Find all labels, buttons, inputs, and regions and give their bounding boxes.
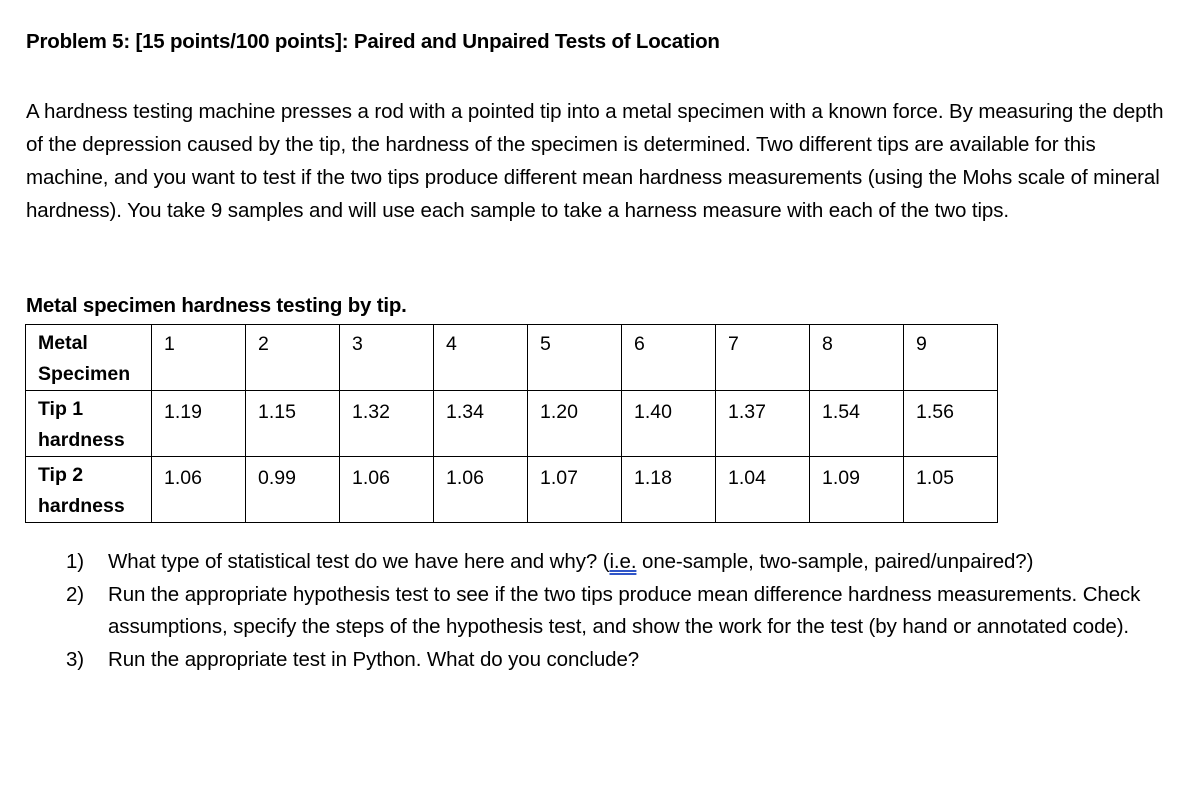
table-row-tip2 — [26, 457, 998, 523]
question-item — [66, 579, 1176, 644]
specimen-number-cell: 3 — [340, 325, 434, 391]
header-label-cell: Metal Specimen — [26, 325, 152, 391]
hardness-table — [25, 324, 998, 523]
specimen-number-cell: 8 — [810, 325, 904, 391]
tip2-value-cell: 1.07 — [528, 457, 622, 523]
question-number: 2) — [66, 582, 85, 606]
table-header-row — [26, 325, 998, 391]
question-text: What type of statistical test do we have here and why? ( — [108, 550, 610, 573]
tip2-value-cell: 1.04 — [716, 457, 810, 523]
tip1-value-cell: 1.15 — [246, 391, 340, 457]
table-caption: Metal specimen hardness testing by tip. — [26, 294, 407, 317]
question-text: Run the appropriate hypothesis test to see if the two tips produce mean difference hardness measurements. Check assumptions, specify the steps of the hypothesis test, and show the work for the test (by hand or annotated code). — [108, 582, 1141, 638]
tip1-value-cell: 1.40 — [622, 391, 716, 457]
specimen-number-cell: 9 — [904, 325, 998, 391]
tip2-value-cell: 1.06 — [152, 457, 246, 523]
tip1-value-cell: 1.54 — [810, 391, 904, 457]
tip2-value-cell: 1.18 — [622, 457, 716, 523]
row-label-tip1: Tip 1 hardness — [26, 391, 152, 457]
tip1-value-cell: 1.20 — [528, 391, 622, 457]
tip1-value-cell: 1.32 — [340, 391, 434, 457]
row-label-tip2: Tip 2 hardness — [26, 457, 152, 523]
tip2-value-cell: 1.06 — [434, 457, 528, 523]
intro-paragraph: A hardness testing machine presses a rod with a pointed tip into a metal specimen with a known force. By measuring the depth of the depression caused by the tip, the hardness of the specimen is determined. Two different tips are available for this machine, and you want to test if the two tips produce different mean hardness measurements (using the Mohs scale of mineral hardness). You take 9 samples and will use each sample to take a harness measure with each of the two tips. — [26, 100, 1164, 222]
question-number: 1) — [66, 550, 85, 573]
specimen-number-cell: 1 — [152, 325, 246, 391]
tip1-value-cell: 1.34 — [434, 391, 528, 457]
specimen-number-cell: 2 — [246, 325, 340, 391]
problem-title: Problem 5: [15 points/100 points]: Paired and Unpaired Tests of Location — [26, 30, 720, 53]
question-item — [66, 546, 1176, 579]
question-text: one-sample, two-sample, paired/unpaired?) — [636, 550, 1034, 573]
question-item — [66, 644, 1176, 677]
tip1-value-cell: 1.37 — [716, 391, 810, 457]
tip2-value-cell: 1.06 — [340, 457, 434, 523]
specimen-number-cell: 5 — [528, 325, 622, 391]
tip1-value-cell: 1.19 — [152, 391, 246, 457]
question-ie-abbreviation: i.e. — [609, 550, 637, 573]
specimen-number-cell: 7 — [716, 325, 810, 391]
tip2-value-cell: 1.05 — [904, 457, 998, 523]
intro-paragraph-block — [26, 95, 1176, 227]
tip2-value-cell: 0.99 — [246, 457, 340, 523]
question-text: Run the appropriate test in Python. What do you conclude? — [108, 647, 640, 671]
specimen-number-cell: 4 — [434, 325, 528, 391]
tip1-value-cell: 1.56 — [904, 391, 998, 457]
question-list — [66, 546, 1176, 676]
table-row-tip1 — [26, 391, 998, 457]
tip2-value-cell: 1.09 — [810, 457, 904, 523]
question-number: 3) — [66, 647, 85, 671]
specimen-number-cell: 6 — [622, 325, 716, 391]
